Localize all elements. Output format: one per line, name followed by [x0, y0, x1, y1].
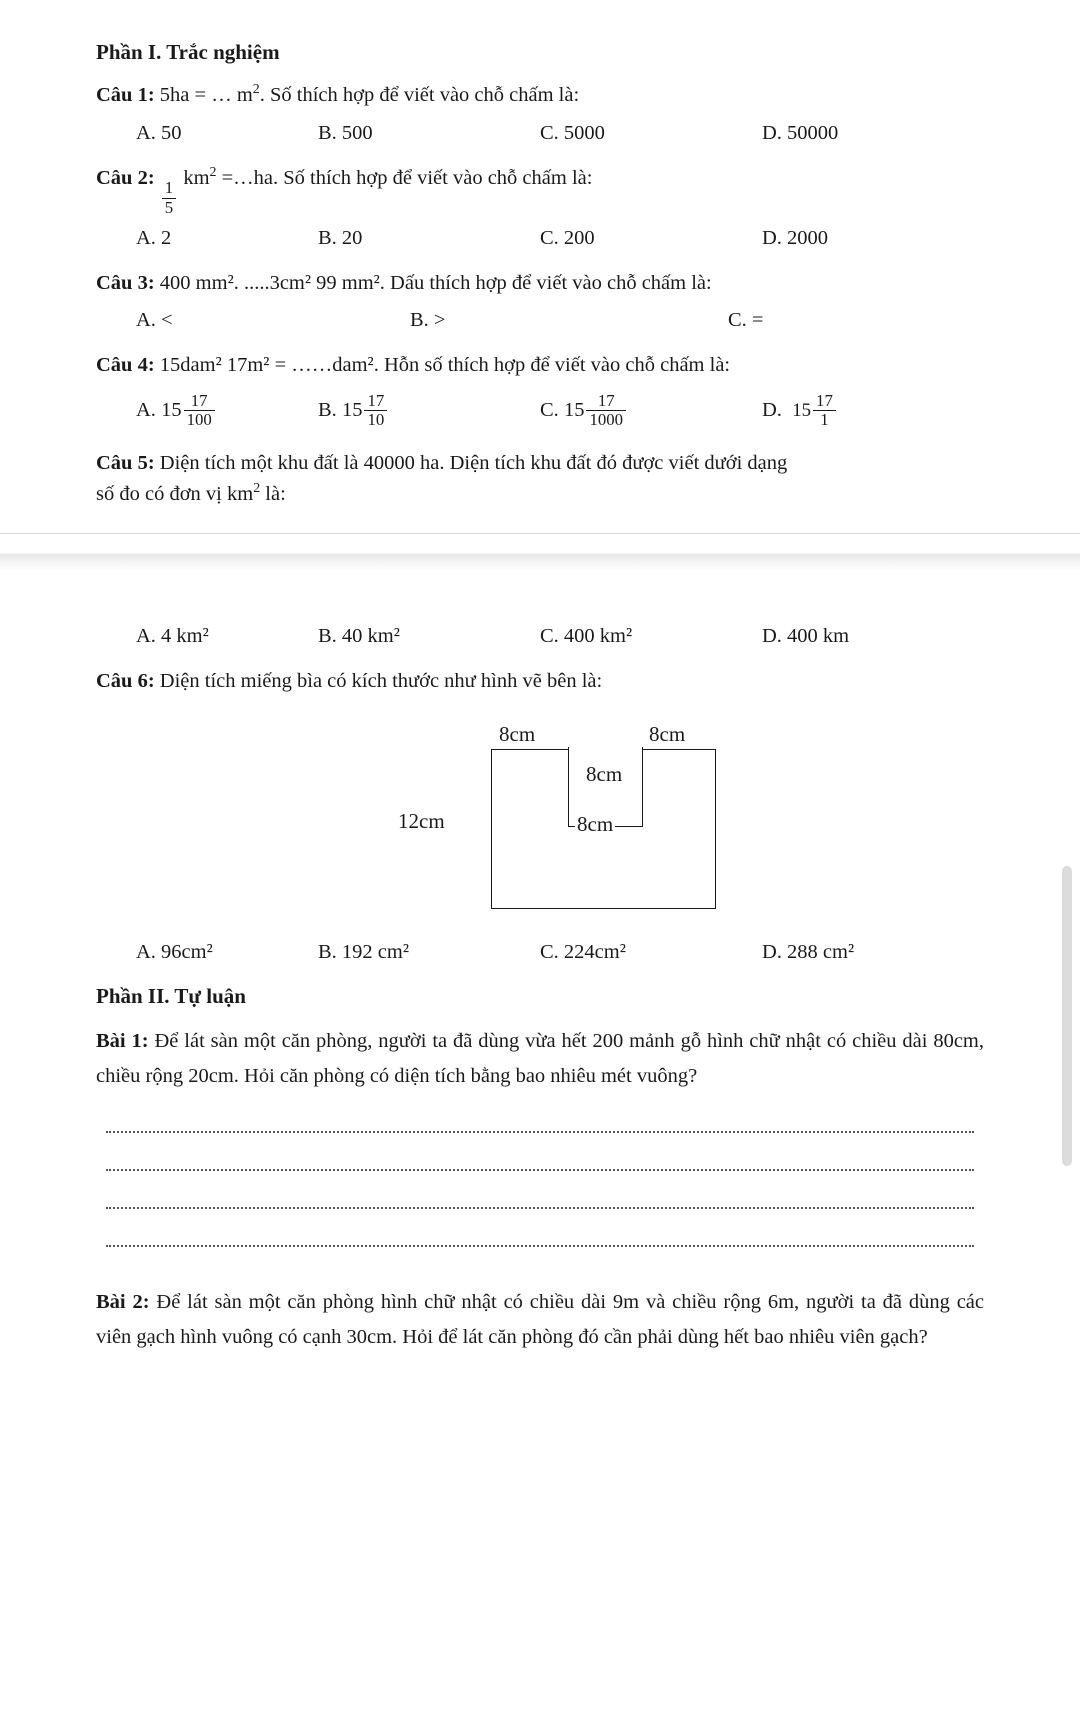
exercise-2-text: Để lát sàn một căn phòng hình chữ nhật có chiều dài 9m và chiều rộng 6m, người ta đã dùng các viên gạch hình vuông có cạnh 30cm. Hỏi để lát căn phòng đó cần phải dùng hết bao nhiêu viên gạch? [96, 1290, 984, 1348]
question-4-label: Câu 4: [96, 354, 155, 377]
option-2-a[interactable]: A. 2 [136, 226, 172, 249]
option-4-b-fraction [364, 392, 387, 429]
option-2-b[interactable]: B. 20 [318, 226, 363, 249]
question-2-unit: km [183, 167, 210, 190]
option-4-a-fraction [184, 392, 215, 429]
question-5-sup: 2 [253, 481, 261, 497]
question-3 [96, 268, 984, 300]
question-5-line2-before: số đo có đơn vị km [96, 483, 254, 506]
question-3-text: 400 mm². .....3cm² 99 mm². Dấu thích hợp để viết vào chỗ chấm là: [159, 271, 712, 294]
option-4-c-prefix: C. [540, 399, 559, 422]
part2-title: Phần II. Tự luận [96, 983, 246, 1008]
question-4 [96, 350, 984, 382]
question-1-text-before: 5ha = … m [159, 84, 253, 107]
option-5-c[interactable]: C. 400 km² [540, 625, 633, 648]
question-6-figure-wrap [96, 706, 984, 931]
option-4-c-num: 17 [586, 392, 626, 411]
option-4-a-whole: 15 [161, 399, 182, 422]
question-3-label: Câu 3: [96, 271, 155, 294]
option-4-b-prefix: B. [318, 399, 337, 422]
question-1-label: Câu 1: [96, 84, 155, 107]
exercise-2 [96, 1285, 984, 1356]
exercise-2-label: Bài 2: [96, 1290, 150, 1313]
option-6-c[interactable]: C. 224cm² [540, 940, 626, 963]
option-4-c-whole: 15 [563, 399, 585, 422]
question-5-line1: Diện tích một khu đất là 40000 ha. Diện tích khu đất đó được viết dưới dạng [159, 451, 788, 474]
option-4-c[interactable] [540, 392, 762, 429]
shape-diagram [398, 721, 716, 909]
question-2-options [96, 227, 984, 250]
question-5-line2-after: là: [260, 483, 286, 506]
option-3-a[interactable]: A. < [136, 309, 173, 332]
exercise-1-answer-area[interactable] [96, 1131, 984, 1247]
option-5-b[interactable]: B. 40 km² [318, 625, 400, 648]
option-4-c-den: 1000 [589, 410, 624, 430]
question-5-label: Câu 5: [96, 451, 155, 474]
question-4-options [96, 392, 984, 429]
option-4-d-fraction [813, 392, 836, 429]
option-1-b[interactable]: B. 500 [318, 122, 373, 145]
option-5-a[interactable]: A. 4 km² [136, 625, 209, 648]
document-content-2 [0, 611, 1080, 1399]
exercise-1-text: Để lát sàn một căn phòng, người ta đã dùng vừa hết 200 mảnh gỗ hình chữ nhật có chiều dài 80cm, chiều rộng 20cm. Hỏi căn phòng có diện tích bằng bao nhiêu mét vuông? [96, 1030, 984, 1088]
question-2-sup: 2 [209, 165, 217, 181]
option-4-b[interactable] [318, 392, 540, 429]
option-6-a[interactable]: A. 96cm² [136, 940, 213, 963]
question-1 [96, 80, 984, 112]
bottom-spacer [96, 1359, 984, 1399]
question-2-label: Câu 2: [96, 167, 155, 190]
question-3-options [96, 309, 984, 332]
figure-label-top-left: 8cm [499, 721, 536, 746]
question-4-text: 15dam² 17m² = ……dam². Hỗn số thích hợp để viết vào chỗ chấm là: [159, 354, 731, 377]
option-1-c[interactable]: C. 5000 [540, 122, 605, 145]
figure-label-inner-right: 8cm [586, 761, 623, 786]
option-6-b[interactable]: B. 192 cm² [318, 940, 409, 963]
option-3-c[interactable]: C. = [727, 309, 764, 332]
fraction-numerator: 1 [162, 179, 176, 198]
part1-title: Phần I. Trắc nghiệm [96, 40, 280, 64]
option-4-a[interactable] [96, 392, 318, 429]
scrollbar-thumb[interactable] [1062, 866, 1072, 1166]
option-5-d[interactable]: D. 400 km [762, 625, 850, 648]
question-6-text: Diện tích miếng bìa có kích thước như hình vẽ bên là: [159, 670, 603, 693]
option-3-b[interactable]: B. > [409, 309, 446, 332]
option-4-d-num: 17 [813, 392, 836, 411]
option-4-a-num: 17 [184, 392, 215, 411]
question-5 [96, 448, 984, 512]
figure-label-inner-bottom: 8cm [577, 811, 614, 836]
question-5-options [96, 625, 984, 648]
answer-line[interactable] [106, 1131, 974, 1133]
page-break-divider [0, 533, 1080, 585]
option-4-d[interactable] [762, 392, 984, 429]
option-6-d[interactable]: D. 288 cm² [762, 940, 855, 963]
option-4-a-prefix: A. [136, 399, 156, 422]
option-4-d-whole: 15 [792, 399, 812, 421]
question-6-label: Câu 6: [96, 670, 155, 693]
question-6 [96, 666, 984, 698]
option-4-c-fraction [586, 392, 626, 429]
answer-line[interactable] [106, 1207, 974, 1209]
figure-label-left: 12cm [398, 808, 445, 833]
option-2-d[interactable]: D. 2000 [762, 226, 829, 249]
fraction-denominator: 5 [164, 197, 174, 217]
question-1-text-after: . Số thích hợp để viết vào chỗ chấm là: [259, 84, 580, 107]
option-4-d-den: 1 [820, 410, 829, 430]
question-2 [96, 163, 984, 217]
option-2-c[interactable]: C. 200 [540, 226, 595, 249]
answer-line[interactable] [106, 1169, 974, 1171]
question-1-sup: 2 [252, 82, 260, 98]
option-1-d[interactable]: D. 50000 [762, 122, 839, 145]
answer-line[interactable] [106, 1245, 974, 1247]
exercise-1-label: Bài 1: [96, 1030, 149, 1053]
option-4-b-num: 17 [364, 392, 387, 411]
question-2-fraction [162, 179, 176, 216]
option-4-d-prefix: D. [762, 399, 782, 422]
figure-label-top-right: 8cm [649, 721, 686, 746]
option-4-b-den: 10 [367, 410, 385, 430]
option-1-a[interactable]: A. 50 [136, 122, 182, 145]
option-4-b-whole: 15 [341, 399, 363, 422]
document-content [0, 0, 1080, 511]
question-1-options [96, 122, 984, 145]
question-2-text-after: =…ha. Số thích hợp để viết vào chỗ chấm là: [221, 167, 593, 190]
question-6-options [96, 941, 984, 964]
exercise-1 [96, 1024, 984, 1095]
option-4-a-den: 100 [186, 410, 212, 430]
